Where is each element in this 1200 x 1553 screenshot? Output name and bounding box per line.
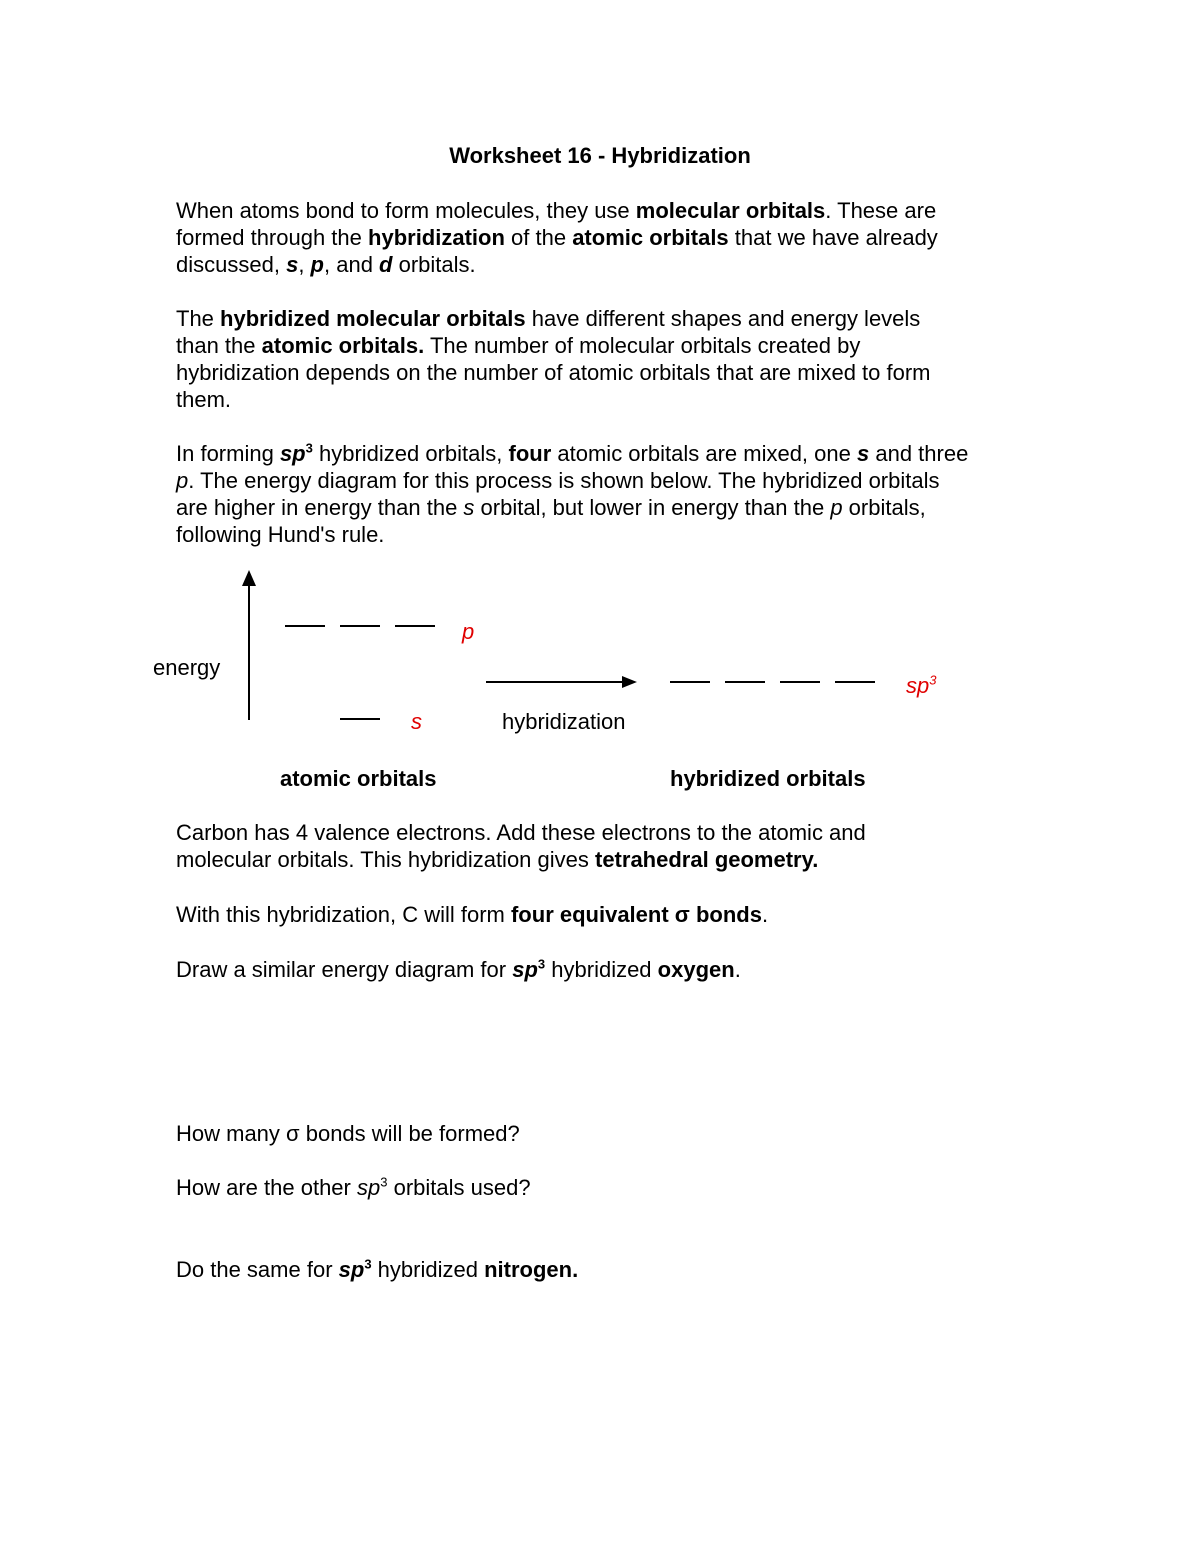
sp3-orbital-level [670, 681, 710, 683]
para1-line3: discussed, s, p, and d orbitals. [176, 252, 476, 277]
atomic-orbitals-heading: atomic orbitals [280, 766, 437, 791]
page-title: Worksheet 16 - Hybridization [449, 143, 751, 168]
hybridized-orbitals-heading: hybridized orbitals [670, 766, 866, 791]
para3-line1: In forming $sp^3$ hybridized orbitals, four atomic orbitals are mixed, one s and three [176, 440, 969, 466]
hybridization-arrow [486, 676, 637, 688]
para1-line2: formed through the hybridization of the atomic orbitals that we have already [176, 225, 938, 250]
question-other-orbitals: How are the other $sp^3$ orbitals used? [176, 1174, 531, 1200]
para2-line4: them. [176, 387, 232, 412]
s-orbital-level [340, 718, 380, 720]
para3-line4: following Hund's rule. [176, 522, 385, 547]
question-sigma-bonds: How many σ bonds will be formed? [176, 1121, 520, 1146]
para2-line3: hybridization depends on the number of atomic orbitals that are mixed to form [176, 360, 931, 385]
para1-line1: When atoms bond to form molecules, they use molecular orbitals. These are [176, 198, 937, 223]
sp3-label: $sp^3$ [906, 672, 937, 698]
s-label: s [411, 709, 422, 734]
energy-axis-arrow [242, 570, 256, 720]
para3-line2: p. The energy diagram for this process is shown below. The hybridized orbitals [176, 468, 940, 493]
para2-line1: The hybridized molecular orbitals have different shapes and energy levels [176, 306, 921, 331]
sp3-orbital-level [835, 681, 875, 683]
p-orbital-level [285, 625, 325, 627]
p-orbital-level [340, 625, 380, 627]
p-orbital-level [395, 625, 435, 627]
energy-label: energy [153, 655, 221, 680]
para4-line1: Carbon has 4 valence electrons. Add these electrons to the atomic and [176, 820, 866, 845]
para2-line2: than the atomic orbitals. The number of molecular orbitals created by [176, 333, 861, 358]
sp3-orbital-level [780, 681, 820, 683]
para5: With this hybridization, C will form four equivalent σ bonds. [176, 902, 769, 927]
hybridization-arrow-label: hybridization [502, 709, 626, 734]
nitrogen-prompt: Do the same for $sp^3$ hybridized nitrogen. [176, 1256, 579, 1282]
sp3-orbital-level [725, 681, 765, 683]
para4-line2: molecular orbitals. This hybridization gives tetrahedral geometry. [176, 847, 819, 872]
oxygen-prompt: Draw a similar energy diagram for $sp^3$ hybridized oxygen. [176, 956, 741, 982]
p-label: p [462, 619, 475, 644]
para3-line3: are higher in energy than the s orbital, but lower in energy than the p orbitals, [176, 495, 926, 520]
